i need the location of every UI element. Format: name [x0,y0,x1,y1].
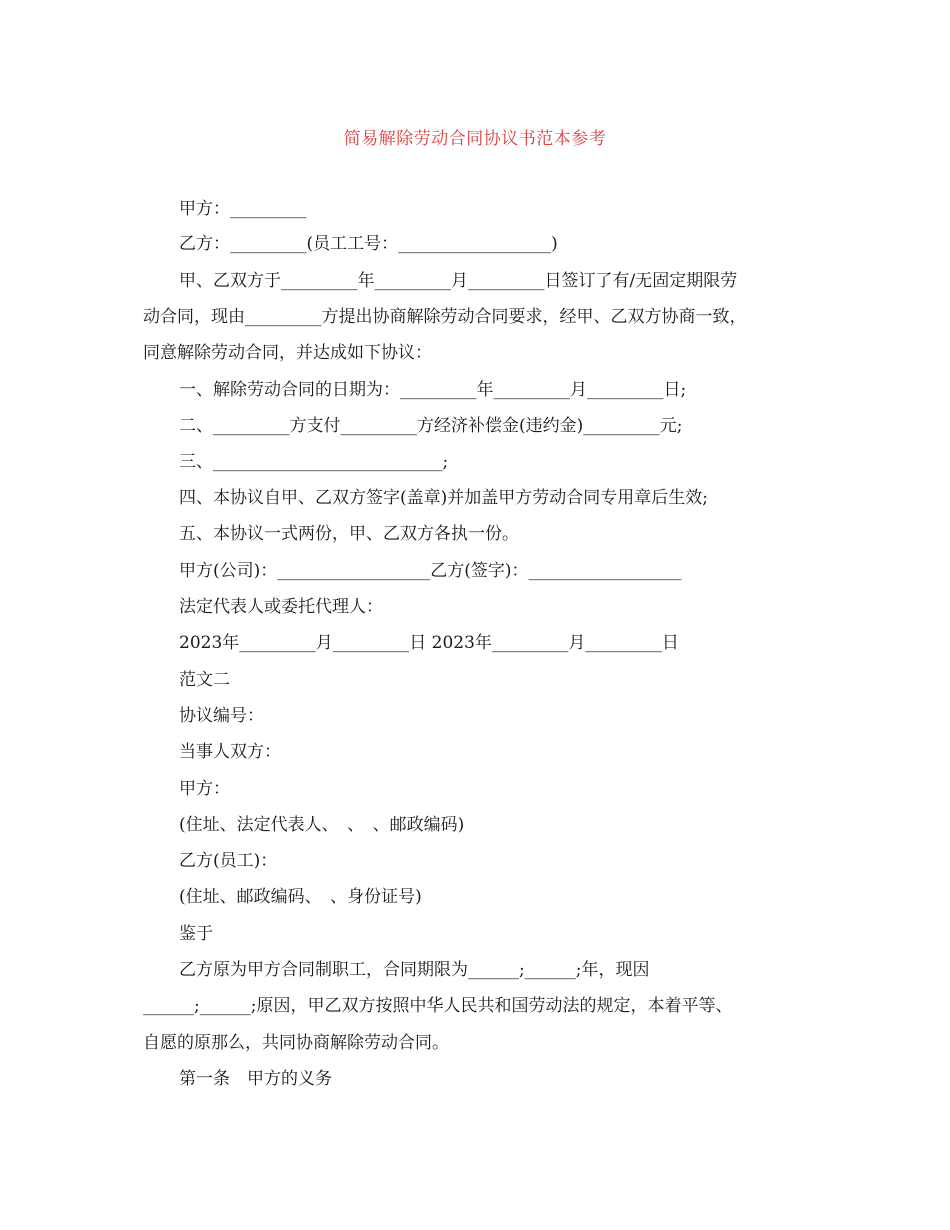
party-b-label: 乙方(员工)： [179,851,278,871]
party-a-line: 甲方：_________ [179,199,307,219]
parties-label: 当事人双方： [179,742,281,762]
date-line: 2023年_________月_________日 2023年_________月_________日 [179,633,679,653]
clause-1: 一、解除劳动合同的日期为：_________年_________月_________日; [179,380,687,400]
whereas-label: 鉴于 [179,924,213,944]
paragraph-line: 自愿的原那么，共同协商解除劳动合同。 [143,1033,449,1053]
document-title: 简易解除劳动合同协议书范本参考 [343,129,607,149]
paragraph-line: 甲、乙双方于_________年_________月_________日签订了有/无固定期限劳 [179,271,738,291]
paragraph-line: ______;______;原因，甲乙双方按照中华人民共和国劳动法的规定，本着平等、 [143,996,733,1016]
party-b-line: 乙方：_________(员工工号：__________________) [179,234,558,254]
agreement-number: 协议编号： [179,706,264,726]
signature-line: 甲方(公司)：__________________乙方(签字)：__________________ [179,561,682,581]
clause-3: 三、___________________________; [179,452,449,472]
party-b-details: (住址、邮政编码、 、身份证号) [179,887,422,907]
clause-4: 四、本协议自甲、乙双方签字(盖章)并加盖甲方劳动合同专用章后生效; [179,488,708,508]
party-a-label: 甲方： [179,779,230,799]
party-a-details: (住址、法定代表人、 、 、邮政编码) [179,815,465,835]
article-heading: 第一条 甲方的义务 [179,1069,332,1089]
paragraph-line: 同意解除劳动合同，并达成如下协议： [143,343,432,363]
paragraph-line: 乙方原为甲方合同制职工，合同期限为______;______;年，现因 [179,960,650,980]
section-heading: 范文二 [179,670,230,690]
paragraph-line: 动合同，现由_________方提出协商解除劳动合同要求，经甲、乙双方协商一致， [143,307,747,327]
representative-line: 法定代表人或委托代理人： [179,597,383,617]
clause-5: 五、本协议一式两份，甲、乙双方各执一份。 [179,524,519,544]
clause-2: 二、_________方支付_________方经济补偿金(违约金)_________元; [179,416,683,436]
